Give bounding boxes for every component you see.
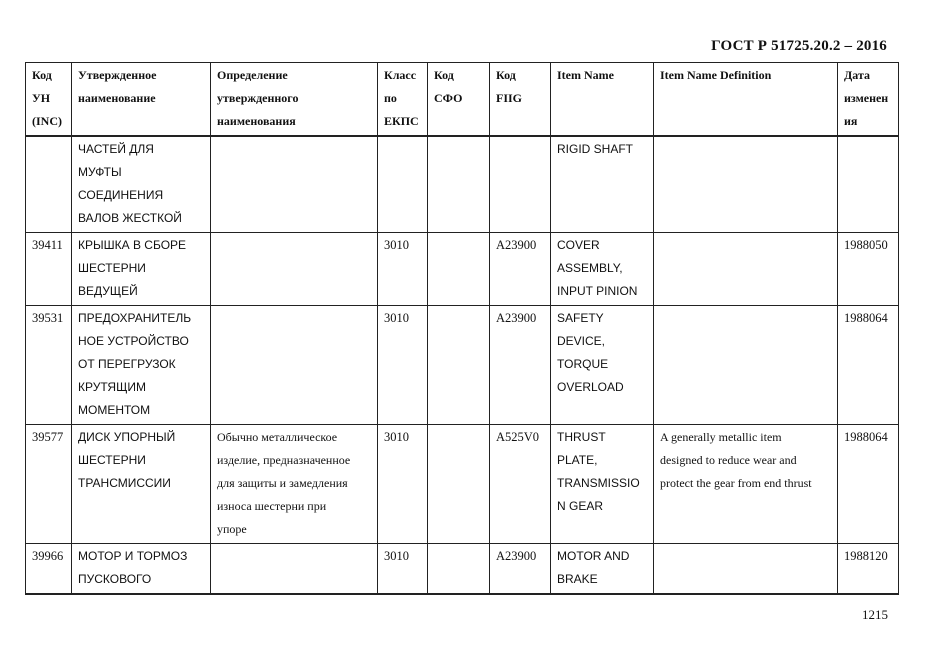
cell-item-name-definition	[654, 136, 838, 233]
cell-item-name: RIGID SHAFT	[551, 136, 654, 233]
cell-approved-name: ЧАСТЕЙ ДЛЯ МУФТЫ СОЕДИНЕНИЯ ВАЛОВ ЖЕСТКОЙ	[72, 136, 211, 233]
cell-class	[378, 136, 428, 233]
cell-item-name-definition: A generally metallic item designed to reduce wear and protect the gear from end thrust	[654, 425, 838, 544]
cell-fiig: A525V0	[490, 425, 551, 544]
cell-definition	[211, 306, 378, 425]
cell-item-name-definition	[654, 233, 838, 306]
cell-definition: Обычно металлическое изделие, предназначенное для защиты и замедления износа шестерни при упоре	[211, 425, 378, 544]
header-fiig: Код FIIG	[490, 63, 551, 137]
header-approved-name: Утвержденное наименование	[72, 63, 211, 137]
cell-inc: 39531	[26, 306, 72, 425]
cell-item-name: THRUST PLATE, TRANSMISSIO N GEAR	[551, 425, 654, 544]
cell-item-name-definition	[654, 306, 838, 425]
cell-class: 3010	[378, 233, 428, 306]
cell-change-date: 1988050	[838, 233, 899, 306]
cell-change-date: 1988120	[838, 544, 899, 595]
cell-inc: 39411	[26, 233, 72, 306]
table-row	[26, 233, 899, 306]
cell-approved-name: ДИСК УПОРНЫЙ ШЕСТЕРНИ ТРАНСМИССИИ	[72, 425, 211, 544]
header-class: Класс по ЕКПС	[378, 63, 428, 137]
table-row	[26, 425, 899, 544]
document-header: ГОСТ Р 51725.20.2 – 2016	[711, 38, 887, 54]
cell-sfo	[428, 306, 490, 425]
inc-register-table	[25, 62, 899, 595]
cell-item-name-definition	[654, 544, 838, 595]
cell-change-date: 1988064	[838, 306, 899, 425]
cell-fiig: A23900	[490, 233, 551, 306]
page-number: 1215	[862, 607, 888, 622]
cell-definition	[211, 544, 378, 595]
table-row	[26, 136, 899, 233]
cell-inc: 39577	[26, 425, 72, 544]
header-change-date: Дата изменен ия	[838, 63, 899, 137]
cell-change-date	[838, 136, 899, 233]
cell-definition	[211, 136, 378, 233]
cell-definition	[211, 233, 378, 306]
cell-inc: 39966	[26, 544, 72, 595]
cell-class: 3010	[378, 544, 428, 595]
table-row	[26, 544, 899, 595]
cell-change-date: 1988064	[838, 425, 899, 544]
cell-sfo	[428, 136, 490, 233]
table-header-row	[26, 63, 899, 137]
cell-item-name: SAFETY DEVICE, TORQUE OVERLOAD	[551, 306, 654, 425]
cell-approved-name: ПРЕДОХРАНИТЕЛЬ НОЕ УСТРОЙСТВО ОТ ПЕРЕГРУЗОК КРУТЯЩИМ МОМЕНТОМ	[72, 306, 211, 425]
cell-class: 3010	[378, 306, 428, 425]
cell-class: 3010	[378, 425, 428, 544]
cell-sfo	[428, 425, 490, 544]
cell-fiig: A23900	[490, 306, 551, 425]
header-sfo: Код СФО	[428, 63, 490, 137]
cell-approved-name: МОТОР И ТОРМОЗ ПУСКОВОГО	[72, 544, 211, 595]
cell-item-name: COVER ASSEMBLY, INPUT PINION	[551, 233, 654, 306]
cell-inc	[26, 136, 72, 233]
header-definition: Определение утвержденного наименования	[211, 63, 378, 137]
cell-sfo	[428, 544, 490, 595]
cell-sfo	[428, 233, 490, 306]
table-row	[26, 306, 899, 425]
header-item-name: Item Name	[551, 63, 654, 137]
cell-item-name: MOTOR AND BRAKE	[551, 544, 654, 595]
cell-fiig	[490, 136, 551, 233]
header-item-name-definition: Item Name Definition	[654, 63, 838, 137]
cell-fiig: A23900	[490, 544, 551, 595]
cell-approved-name: КРЫШКА В СБОРЕ ШЕСТЕРНИ ВЕДУЩЕЙ	[72, 233, 211, 306]
header-inc: Код УН (INC)	[26, 63, 72, 137]
